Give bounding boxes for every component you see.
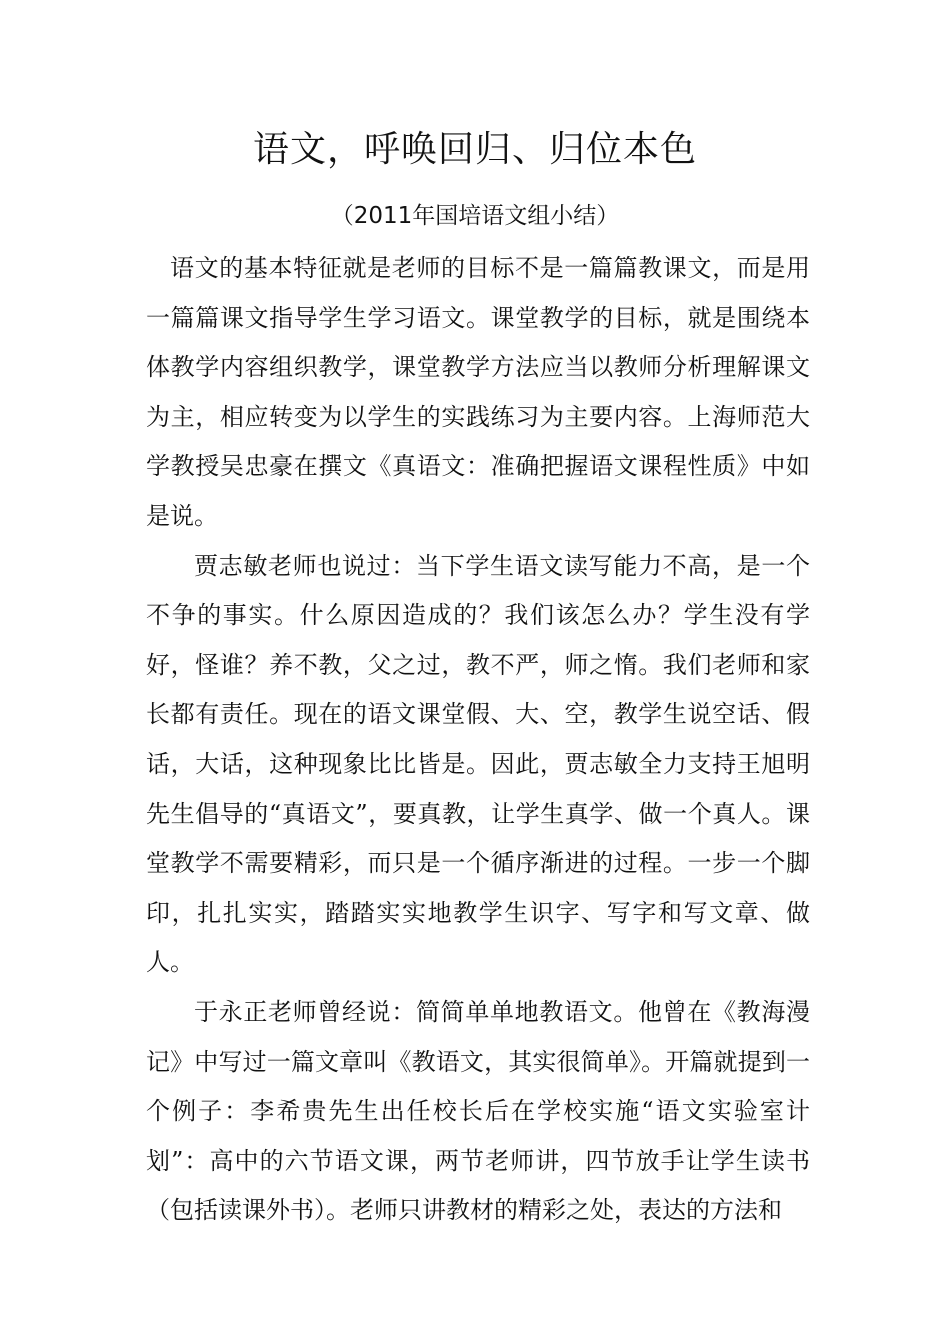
document-title: 语文，呼唤回归、归位本色 bbox=[252, 129, 697, 170]
document-body bbox=[146, 244, 810, 1236]
document-subtitle: （2011年国培语文组小结） bbox=[330, 203, 620, 229]
paragraph: 贾志敏老师也说过：当下学生语文读写能力不高，是一个不争的事实。什么原因造成的？我们该怎么办？学生没有学好，怪谁？养不教，父之过，教不严，师之惰。我们老师和家长都有责任。现在的语文课堂假、大、空，教学生说空话、假话，大话，这种现象比比皆是。因此，贾志敏全力支持王旭明先生倡导的“真语文”，要真教，让学生真学、做一个真人。课堂教学不需要精彩，而只是一个循序渐进的过程。一步一个脚印，扎扎实实，踏踏实实地教学生识字、写字和写文章、做人。 bbox=[146, 551, 810, 977]
paragraph: 语文的基本特征就是老师的目标不是一篇篇教课文，而是用一篇篇课文指导学生学习语文。课堂教学的目标，就是围绕本体教学内容组织教学，课堂教学方法应当以教师分析理解课文为主，相应转变为以学生的实践练习为主要内容。上海师范大学教授吴忠豪在撰文《真语文：准确把握语文课程性质》中如是说。 bbox=[146, 254, 810, 530]
paragraph: 于永正老师曾经说：简简单单地教语文。他曾在《教海漫记》中写过一篇文章叫《教语文，其实很简单》。开篇就提到一个例子：李希贵先生出任校长后在学校实施“语文实验室计划”：高中的六节语文课，两节老师讲，四节放手让学生读书（包括读课外书）。老师只讲教材的精彩之处，表达的方法和 bbox=[146, 997, 810, 1225]
